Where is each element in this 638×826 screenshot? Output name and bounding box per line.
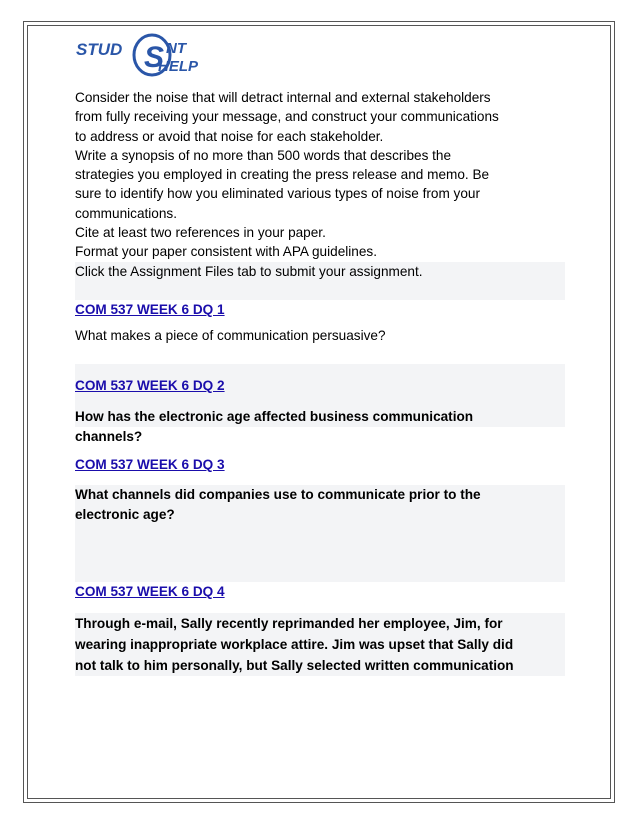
dq1-link[interactable]: COM 537 WEEK 6 DQ 1 — [75, 302, 225, 318]
spacer — [75, 345, 565, 364]
spacer — [75, 281, 565, 300]
document-body — [75, 88, 565, 676]
intro-paragraph — [75, 88, 565, 281]
dq4-heading[interactable] — [75, 582, 565, 601]
dq3-question: electronic age? — [75, 505, 565, 524]
dq3-link[interactable]: COM 537 WEEK 6 DQ 3 — [75, 457, 225, 473]
spacer — [75, 364, 565, 376]
svg-text:NT: NT — [166, 40, 186, 57]
text-line: to address or avoid that noise for each stakeholder. — [75, 128, 384, 144]
spacer — [75, 601, 565, 613]
dq3-heading[interactable] — [75, 455, 565, 474]
text-line: Consider the noise that will detract internal and external stakeholders — [75, 90, 491, 105]
dq2-link[interactable]: COM 537 WEEK 6 DQ 2 — [75, 378, 225, 394]
text-line: Click the Assignment Files tab to submit your assignment. — [75, 262, 565, 281]
spacer — [75, 395, 565, 407]
dq4-question: not talk to him personally, but Sally selected written communication — [75, 655, 565, 676]
svg-text:HELP: HELP — [158, 58, 199, 75]
svg-text:S: S — [144, 41, 165, 74]
text-line: communications. — [75, 205, 177, 221]
dq2-question: channels? — [75, 428, 143, 444]
text-line: Format your paper consistent with APA guidelines. — [75, 244, 377, 260]
student-help-logo — [76, 33, 216, 77]
text-line: from fully receiving your message, and construct your communications — [75, 109, 499, 125]
spacer — [75, 474, 565, 485]
text-line: strategies you employed in creating the press release and memo. Be — [75, 167, 490, 183]
dq1-heading[interactable] — [75, 300, 565, 319]
text-line: sure to identify how you eliminated various types of noise from your — [75, 186, 480, 202]
dq4-link[interactable]: COM 537 WEEK 6 DQ 4 — [75, 583, 225, 599]
svg-text:STUD: STUD — [76, 40, 123, 59]
dq4-question: Through e-mail, Sally recently reprimanded her employee, Jim, for — [75, 613, 565, 634]
spacer — [75, 524, 565, 582]
text-line: Write a synopsis of no more than 500 words that describes the — [75, 147, 452, 163]
dq1-question: What makes a piece of communication persuasive? — [75, 327, 386, 343]
dq2-heading[interactable] — [75, 376, 565, 395]
spacer — [75, 446, 565, 455]
dq2-question: How has the electronic age affected business communication — [75, 407, 565, 426]
dq4-question: wearing inappropriate workplace attire. Jim was upset that Sally did — [75, 634, 565, 655]
text-line: Cite at least two references in your paper. — [75, 225, 326, 241]
dq3-question: What channels did companies use to communicate prior to the — [75, 485, 565, 504]
